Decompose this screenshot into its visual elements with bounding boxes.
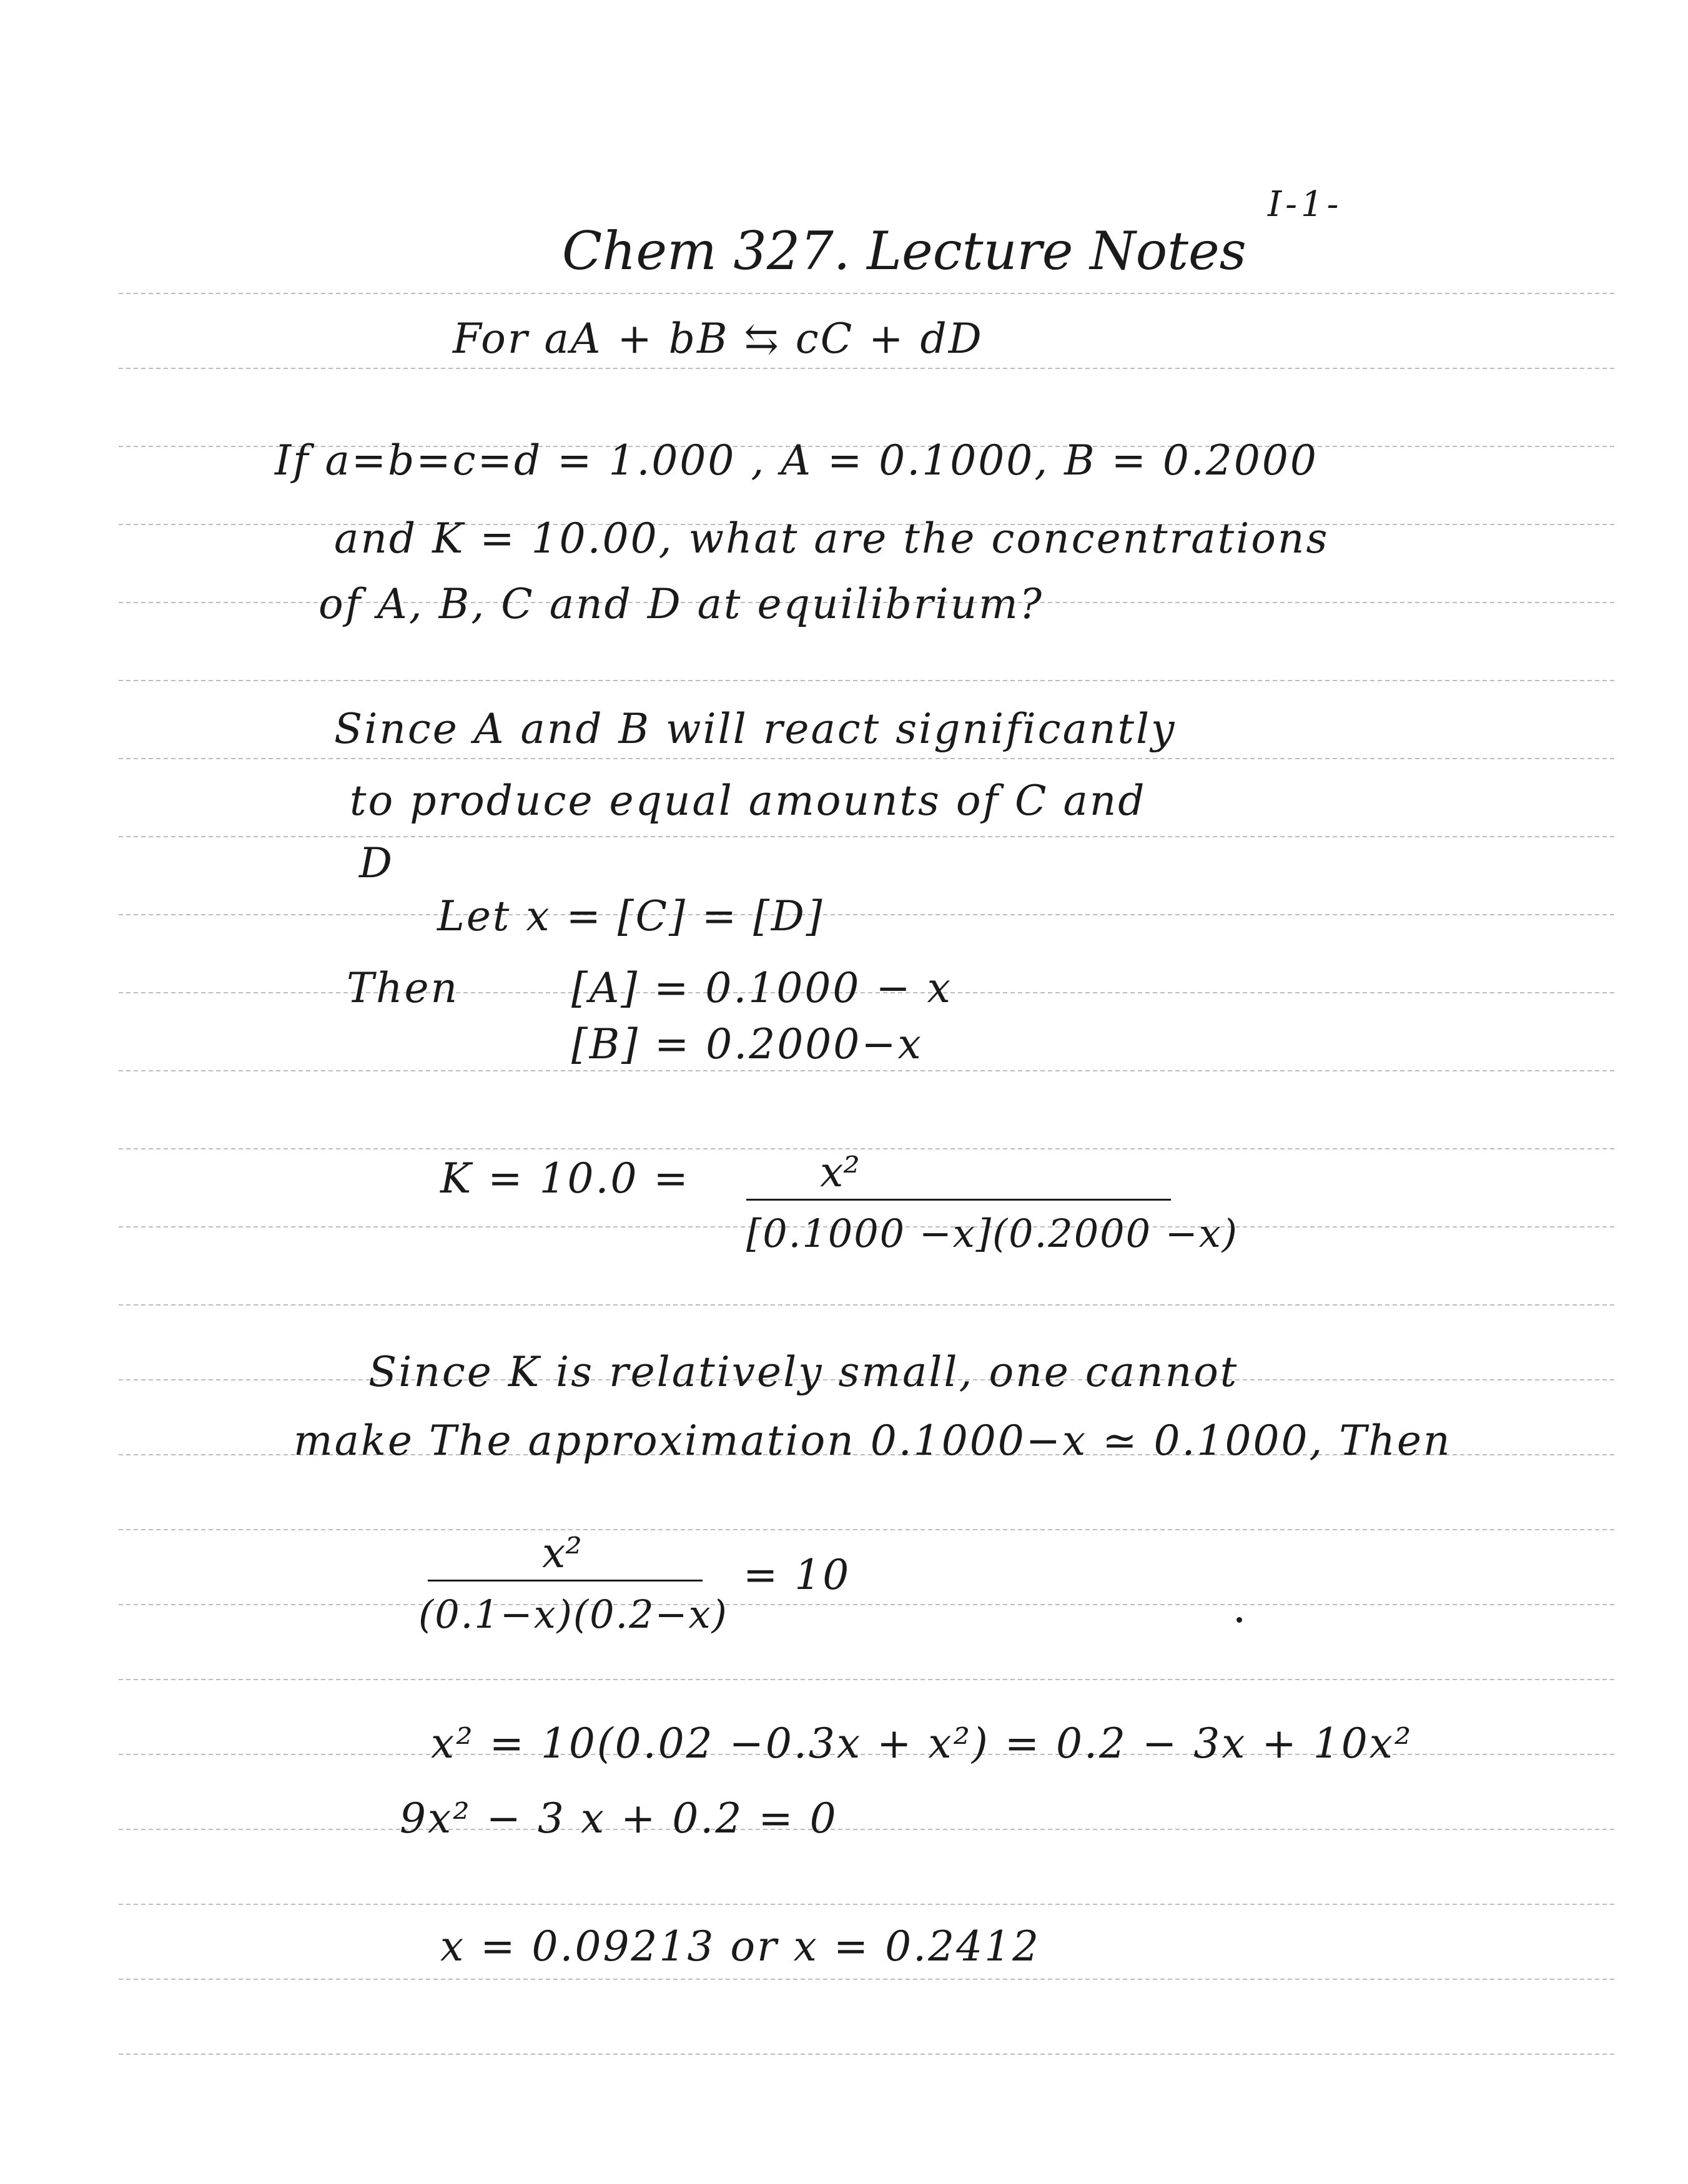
reasoning-line-2: to produce equal amounts of C and bbox=[350, 777, 1147, 825]
concentration-a: [A] = 0.1000 − x bbox=[571, 964, 952, 1012]
page-title: Chem 327. Lecture Notes bbox=[562, 220, 1246, 282]
simplified-fraction-bar bbox=[428, 1580, 703, 1581]
problem-line-1: If a=b=c=d = 1.000 , A = 0.1000, B = 0.2000 bbox=[275, 436, 1318, 485]
expansion-line-2: 9x² − 3 x + 0.2 = 0 bbox=[400, 1794, 838, 1842]
solutions: x = 0.09213 or x = 0.2412 bbox=[440, 1922, 1041, 1970]
reaction-equation: For aA + bB ⇆ cC + dD bbox=[453, 315, 984, 363]
k-expression-fraction bbox=[746, 1148, 1238, 1271]
k-fraction-bar bbox=[746, 1199, 1171, 1201]
reasoning-line-3: D bbox=[359, 839, 394, 887]
problem-line-3: of A, B, C and D at equilibrium? bbox=[318, 580, 1044, 628]
concentration-b: [B] = 0.2000−x bbox=[571, 1020, 923, 1068]
let-statement: Let x = [C] = [D] bbox=[437, 892, 824, 940]
k-expression-lhs: K = 10.0 = bbox=[440, 1154, 690, 1203]
expansion-line-1: x² = 10(0.02 −0.3x + x²) = 0.2 − 3x + 10x² bbox=[431, 1719, 1413, 1768]
simplified-fraction bbox=[418, 1529, 728, 1642]
approximation-line-2: make The approximation 0.1000−x ≃ 0.1000, Then bbox=[294, 1417, 1452, 1465]
reasoning-line-1: Since A and B will react significantly bbox=[334, 705, 1177, 753]
k-fraction-denominator: [0.1000 −x](0.2000 −x) bbox=[746, 1211, 1238, 1256]
simplified-rhs: = 10 bbox=[743, 1551, 851, 1599]
simplified-numerator: x² bbox=[542, 1529, 582, 1577]
problem-line-2: and K = 10.00, what are the concentrations bbox=[334, 514, 1330, 563]
k-fraction-numerator: x² bbox=[820, 1148, 860, 1196]
approximation-line-1: Since K is relatively small, one cannot bbox=[368, 1348, 1239, 1396]
then-label: Then bbox=[347, 964, 460, 1012]
page-number: I-1- bbox=[1268, 184, 1343, 225]
simplified-denominator: (0.1−x)(0.2−x) bbox=[418, 1591, 728, 1637]
stray-mark bbox=[1236, 1617, 1242, 1623]
